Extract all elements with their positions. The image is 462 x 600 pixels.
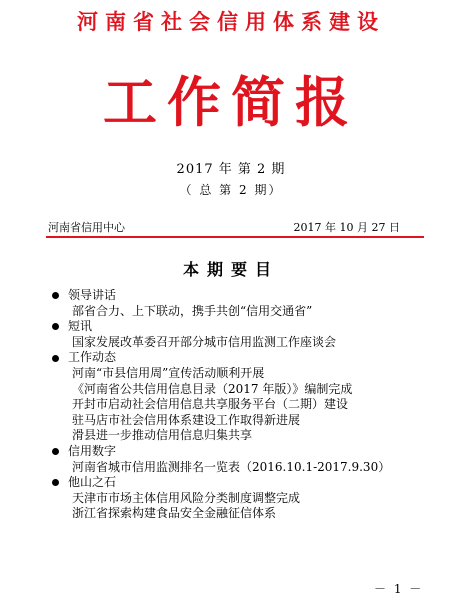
toc-item[interactable]: 《河南省公共信用信息目录（2017 年版）》编制完成: [72, 381, 353, 396]
toc-item[interactable]: 浙江省探索构建食品安全金融征信体系: [72, 506, 277, 521]
publisher: 河南省信用中心: [48, 221, 125, 234]
issue-number: 2017 年 第 2 期: [176, 162, 286, 177]
page-number: － 1 －: [374, 582, 424, 596]
toc-item[interactable]: 部省合力、上下联动，携手共创“信用交通省”: [72, 303, 313, 318]
toc-item[interactable]: 国家发展改革委召开部分城市信用监测工作座谈会: [72, 334, 337, 349]
toc-section-other-experience: [50, 475, 450, 522]
toc-section-leader-speech: [50, 288, 450, 319]
bullet-icon: [52, 448, 59, 455]
organization-title: 河南省社会信用体系建设: [77, 10, 385, 34]
bullet-icon: [52, 355, 59, 362]
toc-title: 本期要目: [182, 260, 279, 279]
section-heading: 领导讲话: [68, 288, 117, 302]
toc-section-credit-figures: [50, 444, 450, 475]
toc-item[interactable]: 滑县进一步推动信用信息归集共享: [72, 428, 253, 443]
bullet-icon: [52, 323, 59, 330]
section-heading: 他山之石: [68, 475, 117, 490]
total-issue-number: （ 总 第 2 期）: [179, 183, 283, 197]
section-heading: 信用数字: [68, 443, 117, 458]
toc-item[interactable]: 驻马店市社会信用体系建设工作取得新进展: [72, 412, 301, 427]
toc-item[interactable]: 开封市启动社会信用信息共享服务平台（二期）建设: [72, 397, 349, 412]
red-divider: [46, 236, 424, 238]
bullet-icon: [52, 479, 59, 486]
toc-item[interactable]: 河南“市县信用周”宣传活动顺利开展: [72, 365, 265, 380]
toc-section-work-updates: [50, 350, 450, 444]
toc-item[interactable]: 河南省城市信用监测排名一览表（2016.10.1-2017.9.30）: [72, 459, 391, 474]
table-of-contents: [50, 288, 450, 522]
bullet-icon: [52, 292, 59, 299]
toc-item[interactable]: 天津市市场主体信用风险分类制度调整完成: [72, 490, 301, 505]
bulletin-masthead: 工作简报: [103, 71, 359, 134]
section-heading: 短讯: [68, 319, 93, 334]
publish-date: 2017 年 10 月 27 日: [293, 221, 400, 234]
toc-section-news-brief: [50, 319, 450, 350]
section-heading: 工作动态: [68, 350, 117, 365]
